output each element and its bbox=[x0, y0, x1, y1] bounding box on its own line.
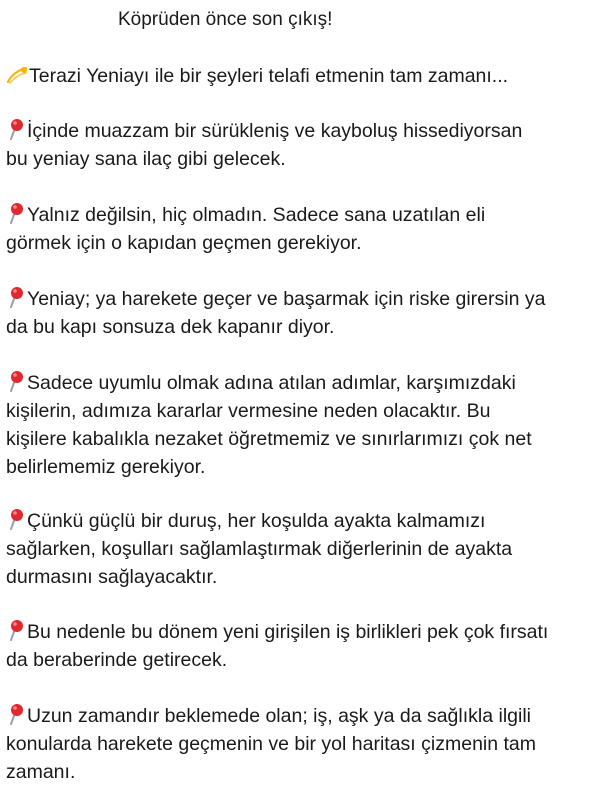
dizzy-comet-icon bbox=[6, 65, 28, 85]
paragraph-line-text: Yeniay; ya harekete geçer ve başarmak için riske girersin ya bbox=[27, 288, 546, 310]
round-pushpin-icon bbox=[6, 508, 26, 530]
paragraph-line bbox=[6, 702, 596, 730]
paragraph-line-text: Yalnız değilsin, hiç olmadın. Sadece sana uzatılan eli bbox=[27, 204, 486, 226]
round-pushpin-icon bbox=[6, 703, 26, 725]
paragraph-line-text: Bu nedenle bu dönem yeni girişilen iş birlikleri pek çok fırsatı bbox=[27, 621, 549, 643]
paragraph-line-text: kişilerin, adımıza kararlar vermesine neden olacaktır. Bu bbox=[6, 400, 491, 422]
paragraph-2 bbox=[6, 201, 596, 257]
paragraph-line-text: Çünkü güçlü bir duruş, her koşulda ayakta kalmamızı bbox=[27, 510, 486, 532]
paragraph-line-text: bu yeniay sana ilaç gibi gelecek. bbox=[6, 148, 286, 170]
paragraph-line-text: Uzun zamandır beklemede olan; iş, aşk ya da sağlıkla ilgili bbox=[27, 705, 532, 727]
paragraph-line bbox=[6, 62, 596, 90]
paragraph-line bbox=[6, 201, 596, 229]
paragraph-line-text: da beraberinde getirecek. bbox=[6, 649, 228, 671]
round-pushpin-icon bbox=[6, 370, 26, 392]
paragraph-line bbox=[6, 369, 596, 397]
intro-line-text: Terazi Yeniayı ile bir şeyleri telafi etmenin tam zamanı... bbox=[29, 65, 509, 87]
paragraph-line-text: Sadece uyumlu olmak adına atılan adımlar, karşımızdaki bbox=[27, 372, 516, 394]
paragraph-4 bbox=[6, 369, 596, 481]
intro-paragraph bbox=[6, 62, 596, 90]
paragraph-line-text: belirlememiz gerekiyor. bbox=[6, 456, 206, 478]
paragraph-line-text: görmek için o kapıdan geçmen gerekiyor. bbox=[6, 232, 362, 254]
paragraph-line bbox=[6, 285, 596, 313]
paragraph-line-text: kişilere kabalıkla nezaket öğretmemiz ve sınırlarımızı çok net bbox=[6, 428, 532, 450]
paragraph-line-text: konularda harekete geçmenin ve bir yol haritası çizmenin tam bbox=[6, 733, 537, 755]
post-title: Köprüden önce son çıkış! bbox=[118, 9, 333, 30]
paragraph-3 bbox=[6, 285, 596, 341]
paragraph-line bbox=[6, 618, 596, 646]
paragraph-line-text: sağlarken, koşulları sağlamlaştırmak diğerlerinin de ayakta bbox=[6, 538, 513, 560]
paragraph-1 bbox=[6, 117, 596, 173]
paragraph-line bbox=[6, 117, 596, 145]
round-pushpin-icon bbox=[6, 118, 26, 140]
paragraph-line-text: da bu kapı sonsuza dek kapanır diyor. bbox=[6, 316, 335, 338]
paragraph-line bbox=[6, 507, 596, 535]
paragraph-6 bbox=[6, 618, 596, 674]
round-pushpin-icon bbox=[6, 286, 26, 308]
round-pushpin-icon bbox=[6, 202, 26, 224]
paragraph-7 bbox=[6, 702, 596, 786]
round-pushpin-icon bbox=[6, 619, 26, 641]
paragraph-line-text: zamanı. bbox=[6, 761, 76, 783]
paragraph-5 bbox=[6, 507, 596, 591]
paragraph-line-text: durmasını sağlayacaktır. bbox=[6, 566, 218, 588]
paragraph-line-text: İçinde muazzam bir sürükleniş ve kayboluş hissediyorsan bbox=[27, 120, 523, 142]
